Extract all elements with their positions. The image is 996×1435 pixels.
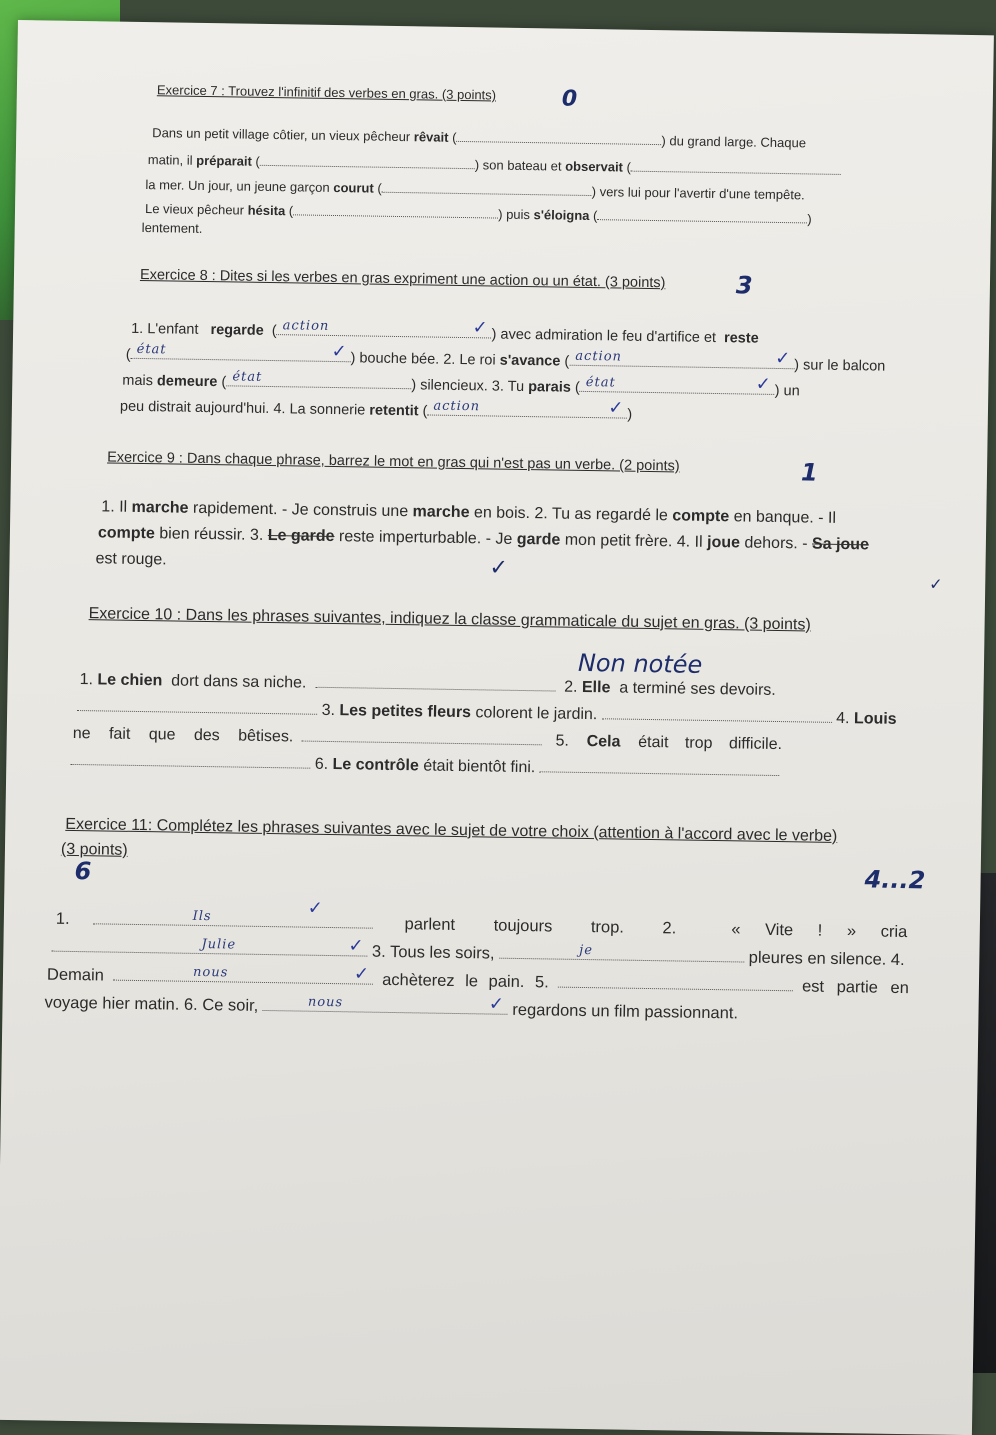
ex11-line-2: Julie ✓ 3. Tous les soirs, je pleures en silence. 4.: [51, 937, 905, 970]
ex8-line-3: mais demeure ( état ) silencieux. 3. Tu parais ( état ✓ ) un: [122, 369, 800, 400]
exercise-8-grade: 3: [735, 271, 753, 300]
ex11-line-4: voyage hier matin. 6. Ce soir, nous ✓ regardons un film passionnant.: [44, 993, 739, 1023]
ex11-line-3: Demain nous ✓ achèterez le pain. 5. est partie en: [46, 963, 910, 998]
exercise-11-points: (3 points): [60, 840, 128, 859]
ex8-line-1: 1. L'enfant regarde ( action ✓ ) avec admiration le feu d'artifice et reste: [131, 317, 759, 347]
worksheet-paper: [0, 20, 994, 1435]
exercise-7-title: Exercice 7 : Trouvez l'infinitif des verbes en gras. (3 points): [156, 82, 497, 103]
ex7-line-1: Dans un petit village côtier, un vieux pêcheur rêvait ( ) du grand large. Chaque: [152, 125, 807, 151]
exercise-11-title: Exercice 11: Complétez les phrases suivantes avec le sujet de votre choix (attention à l'accord avec le verbe): [65, 815, 838, 845]
ex9-line-3: est rouge.: [95, 550, 167, 569]
ex10-line-1: 1. Le chien dort dans sa niche. 2. Elle a terminé ses devoirs.: [79, 671, 776, 699]
exercise-9-title: Exercice 9 : Dans chaque phrase, barrez le mot en gras qui n'est pas un verbe. (2 points): [107, 449, 680, 475]
exercise-10-grade: Non notée: [577, 648, 703, 679]
ex11-line-1: 1. Ils ✓ parlent toujours trop. 2. « Vite ! » cria: [55, 897, 908, 942]
ex10-line-4: 6. Le contrôle était bientôt fini.: [70, 750, 780, 781]
ex7-line-4: Le vieux pêcheur hésita ( ) puis s'éloigna ( ): [144, 201, 812, 227]
exercise-11-grade-right: 4...2: [864, 865, 926, 895]
ex7-line-5: lentement.: [141, 219, 203, 236]
exercise-8-title: Exercice 8 : Dites si les verbes en gras expriment une action ou un état. (3 points): [139, 266, 666, 292]
exercise-11-grade-left: 6: [74, 856, 92, 886]
check-mark: ✓: [489, 555, 509, 581]
ex8-line-2: ( état ✓ ) bouche bée. 2. Le roi s'avance ( action ✓ ) sur le balcon: [125, 340, 886, 375]
ex7-line-2: matin, il préparait ( ) son bateau et observait (: [148, 149, 841, 178]
ex10-line-3: ne fait que des bêtises. 5. Cela était trop difficile.: [72, 724, 783, 754]
ex8-line-4: peu distrait aujourd'hui. 4. La sonnerie retentit ( action ✓ ): [119, 397, 633, 423]
exercise-10-title: Exercice 10 : Dans les phrases suivantes, indiquez la classe grammaticale du sujet en gras. (3 points): [88, 605, 811, 634]
exercise-7-grade: 0: [561, 86, 578, 112]
ex9-line-2: compte bien réussir. 3. Le garde reste imperturbable. - Je garde mon petit frère. 4. Il joue dehors. - Sa joue: [97, 524, 870, 554]
struck-word-le-garde: Le garde: [267, 526, 335, 546]
exercise-9-grade: 1: [800, 458, 818, 487]
ex10-line-2: 3. Les petites fleurs colorent le jardin. 4. Louis: [77, 696, 897, 729]
check-mark: ✓: [929, 574, 943, 594]
ex9-line-1: 1. Il marche rapidement. - Je construis une marche en bois. 2. Tu as regardé le compte en banque. - Il: [101, 498, 837, 527]
struck-word-sa-joue: Sa joue: [811, 535, 870, 554]
ex7-line-3: la mer. Un jour, un jeune garçon courut ( ) vers lui pour l'avertir d'une tempête.: [145, 177, 805, 203]
